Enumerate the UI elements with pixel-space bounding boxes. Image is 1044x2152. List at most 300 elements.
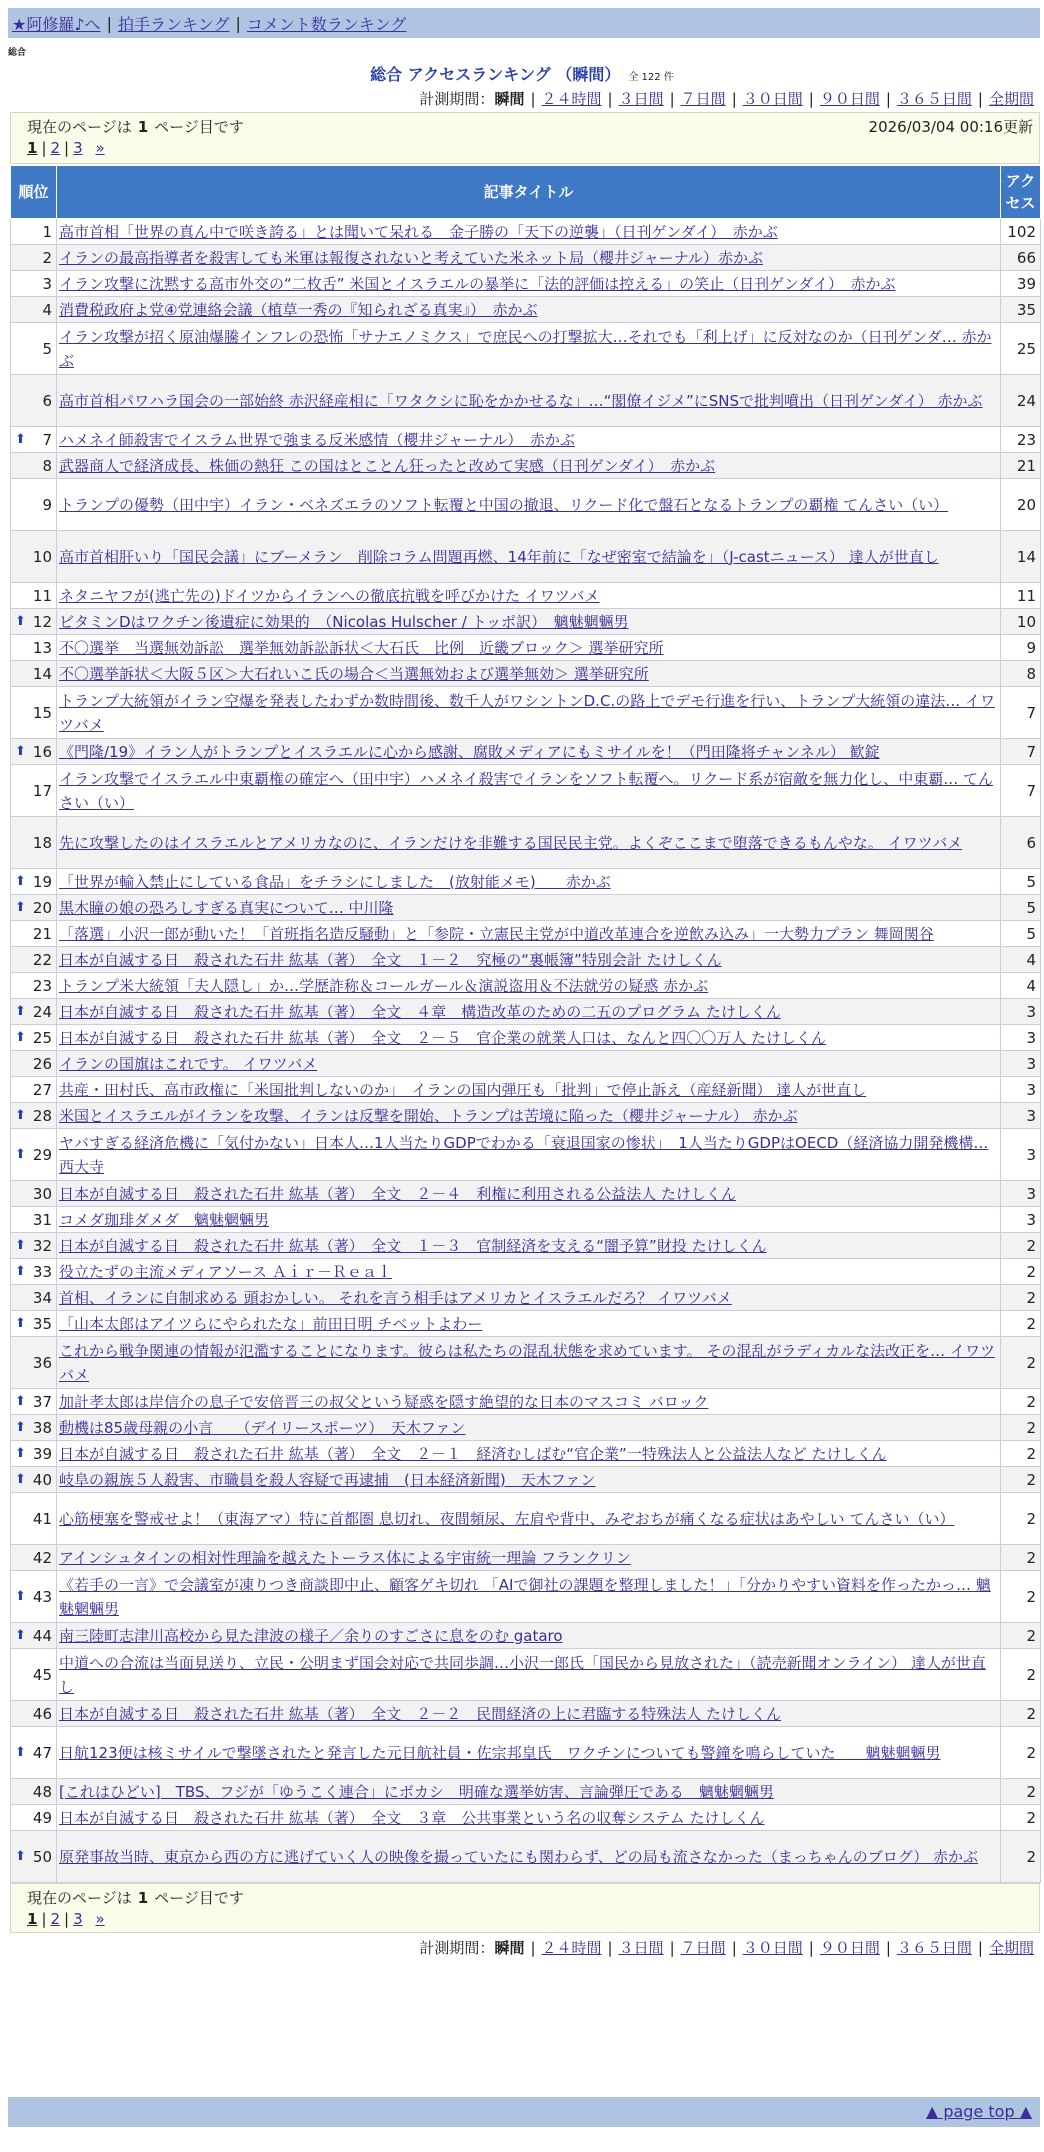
article-title-link[interactable]: 高市首相肝いり「国民会議」にブーメラン 削除コラム問題再燃、14年前に「なぜ密室で結論を」（J-castニュース） 達人が世直し [59,547,939,566]
access-count-cell: 14 [1001,531,1041,583]
rank-number: 15 [32,703,52,722]
title-cell [57,1103,1001,1129]
rank-number: 19 [32,872,52,891]
title-cell [57,297,1001,323]
rank-cell [11,765,57,817]
period-option-link[interactable]: ２４時間 [541,1939,602,1957]
article-title-link[interactable]: 動機は85歳母親の小言 （デイリースポーツ） 天木ファン [59,1418,466,1437]
rank-cell [11,1389,57,1415]
article-title-link[interactable]: 武器商人で経済成長、株価の熱狂 この国はとことん狂ったと改めて実感（日刊ゲンダイ） 赤かぶ [59,456,716,475]
period-separator: | [607,90,613,108]
rank-cell [11,1129,57,1181]
period-label: 計測期間： [419,1939,495,1957]
rank-cell [11,1779,57,1805]
title-cell [57,869,1001,895]
comment-ranking-link[interactable]: コメント数ランキング [246,14,407,34]
title-cell [57,375,1001,427]
article-title-link[interactable]: ハメネイ師殺害でイスラム世界で強まる反米感情（櫻井ジャーナル） 赤かぶ [59,430,575,449]
table-row [11,453,1041,479]
article-title-link[interactable]: 日本が自滅する日 殺された石井 紘基（著） 全文 ２－２ 民間経済の上に君臨する特殊法人 たけしくん [59,1704,782,1723]
period-separator: | [977,90,983,108]
article-title-link[interactable]: イラン攻撃に沈黙する高市外交の“二枚舌” 米国とイスラエルの暴挙に「法的評価は控える」の笑止（日刊ゲンダイ） 赤かぶ [59,274,896,293]
article-title-link[interactable]: トランプ米大統領「夫人隠し」か…学歴詐称＆コールガール＆演説盗用＆不法就労の疑惑 赤かぶ [59,976,709,995]
access-count-cell: 2 [1001,1311,1041,1337]
article-title-link[interactable]: 「世界が輸入禁止にしている食品」をチラシにしました (放射能メモ) 赤かぶ [59,872,611,891]
title-cell [57,1051,1001,1077]
pager-next[interactable]: » [95,1910,105,1928]
period-option-link[interactable]: ２４時間 [541,90,602,108]
access-count-cell: 3 [1001,1207,1041,1233]
rank-up-arrow-icon: ⬆ [15,1445,26,1461]
article-title-link[interactable]: 黒木瞳の娘の恐ろしすぎる真実について… 中川隆 [59,898,394,917]
title-cell [57,1389,1001,1415]
article-title-link[interactable]: コメダ珈琲ダメダ 魑魅魍魎男 [59,1210,270,1229]
rank-up-arrow-icon: ⬆ [15,613,26,629]
period-option-link[interactable]: ９０日間 [819,1939,880,1957]
rank-cell [11,869,57,895]
rank-number: 26 [32,1054,52,1073]
period-separator: | [885,90,891,108]
period-option-link[interactable]: ３０日間 [742,90,803,108]
rank-cell [11,999,57,1025]
table-row [11,1285,1041,1311]
table-row [11,947,1041,973]
access-count-cell: 2 [1001,1389,1041,1415]
rank-cell [11,1649,57,1701]
access-count-cell: 2 [1001,1337,1041,1389]
table-row [11,271,1041,297]
access-count-cell: 21 [1001,453,1041,479]
table-row [11,1207,1041,1233]
rank-cell [11,245,57,271]
title-cell [57,947,1001,973]
table-row [11,1077,1041,1103]
title-cell [57,453,1001,479]
rank-cell [11,297,57,323]
access-count-cell: 7 [1001,739,1041,765]
table-row [11,921,1041,947]
rank-number: 4 [42,300,52,319]
rank-cell [11,1077,57,1103]
title-cell [57,1831,1001,1883]
article-title-link[interactable]: 不〇選挙 当選無効訴訟 選挙無効訴訟訴状＜大石氏 比例 近畿ブロック＞ 選挙研究所 [59,638,664,657]
article-title-link[interactable]: 高市首相「世界の真ん中で咲き誇る」とは聞いて呆れる 金子勝の「天下の逆襲」（日刊ゲンダイ） 赤かぶ [59,222,778,241]
period-option-link[interactable]: 全期間 [988,1939,1034,1957]
rank-up-arrow-icon: ⬆ [15,1393,26,1409]
article-title-link[interactable]: 不〇選挙訴状＜大阪５区＞大石れいこ氏の場合＜当選無効および選挙無効＞ 選挙研究所 [59,664,649,683]
period-current: 瞬間 [494,90,525,108]
title-cell [57,609,1001,635]
rank-cell [11,921,57,947]
table-row [11,583,1041,609]
rank-cell [11,973,57,999]
page-text-after: ページ目です [154,118,244,136]
rank-number: 40 [32,1470,52,1489]
access-count-cell: 2 [1001,1493,1041,1545]
article-title-link[interactable]: 日本が自滅する日 殺された石井 紘基（著） 全文 １－２ 究極の“裏帳簿”特別会計 たけしくん [59,950,722,969]
rank-up-arrow-icon: ⬆ [15,743,26,759]
rank-cell [11,1467,57,1493]
rank-cell [11,271,57,297]
rank-cell [11,375,57,427]
table-row [11,1805,1041,1831]
genre-label: 総合 [8,48,27,58]
title-cell [57,1571,1001,1623]
rank-cell [11,1545,57,1571]
page-title [0,62,1044,85]
access-count-cell: 66 [1001,245,1041,271]
access-count-cell: 2 [1001,1441,1041,1467]
pager-bottom: 1 | 2 | 3 » [27,1910,105,1928]
table-row [11,999,1041,1025]
table-row [11,609,1041,635]
article-title-link[interactable]: アインシュタインの相対性理論を越えたトーラス体による宇宙統一理論 フランクリン [59,1548,631,1567]
rank-up-arrow-icon: ⬆ [15,899,26,915]
pager-current: 1 [27,1910,38,1928]
title-cell [57,1129,1001,1181]
title-cell [57,895,1001,921]
rank-number: 46 [32,1704,52,1723]
period-option-link[interactable]: ３日間 [618,1939,664,1957]
rank-number: 13 [32,638,52,657]
period-option-link[interactable]: ３６５日間 [896,1939,972,1957]
pager-page-3[interactable]: 3 [73,139,83,157]
access-count-cell: 2 [1001,1701,1041,1727]
rank-number: 33 [32,1262,52,1281]
title-cell [57,999,1001,1025]
period-option-link[interactable]: ７日間 [680,1939,726,1957]
table-row [11,323,1041,375]
access-count-cell: 4 [1001,973,1041,999]
rank-number: 5 [42,339,52,358]
rank-cell [11,323,57,375]
access-count-cell: 35 [1001,297,1041,323]
table-row [11,635,1041,661]
table-row [11,219,1041,245]
period-separator: | [607,1939,613,1957]
article-title-link[interactable]: 高市首相パワハラ国会の一部始終 赤沢経産相に「ワタクシに恥をかかせるな」…“閣僚イジメ”にSNSで批判噴出（日刊ゲンダイ） 赤かぶ [59,391,983,410]
article-title-link[interactable]: イラン攻撃でイスラエル中東覇権の確定へ（田中宇）ハメネイ殺害でイランをソフト転覆へ。リクード系が宿敵を無力化し、中東覇… てんさい（い） [59,769,994,812]
rank-up-arrow-icon: ⬆ [15,1627,26,1643]
table-row [11,1545,1041,1571]
table-row [11,297,1041,323]
access-count-cell: 25 [1001,323,1041,375]
table-row [11,1259,1041,1285]
article-title-link[interactable]: 中道への合流は当面見送り、立民・公明まず国会対応で共同歩調…小沢一郎氏「国民から見放された」（読売新聞オンライン） 達人が世直し [59,1653,986,1696]
period-option-link[interactable]: ９０日間 [819,90,880,108]
access-count-cell: 24 [1001,375,1041,427]
access-count-cell: 5 [1001,921,1041,947]
pager-page-3[interactable]: 3 [73,1910,83,1928]
rank-number: 37 [32,1392,52,1411]
table-row [11,895,1041,921]
period-selector-top [419,88,1034,109]
title-cell [57,1441,1001,1467]
rank-number: 48 [32,1782,52,1801]
rank-number: 17 [32,781,52,800]
rank-cell [11,1831,57,1883]
rank-number: 16 [32,742,52,761]
rank-cell [11,895,57,921]
table-row [11,1389,1041,1415]
rank-cell [11,1207,57,1233]
pager-page-2[interactable]: 2 [50,1910,61,1928]
title-cell [57,271,1001,297]
table-row [11,1103,1041,1129]
page-text-before: 現在のページは [27,118,132,136]
article-title-link[interactable]: 米国とイスラエルがイランを攻撃、イランは反撃を開始、トランプは苦境に陥った（櫻井ジャーナル） 赤かぶ [59,1106,798,1125]
article-title-link[interactable]: イランの国旗はこれです。 イワツバメ [59,1054,318,1073]
table-row [11,869,1041,895]
article-title-link[interactable]: 日本が自滅する日 殺された石井 紘基（著） 全文 ４章 構造改革のための二五のプログラム たけしくん [59,1002,781,1021]
article-title-link[interactable]: [これはひどい] TBS、フジが「ゆうこく連合」にボカシ 明確な選挙妨害、言論弾圧である 魑魅魍魎男 [59,1782,774,1801]
rank-cell [11,739,57,765]
rank-cell [11,1103,57,1129]
article-title-link[interactable]: 日本が自滅する日 殺された石井 紘基（著） 全文 ２－１ 経済むしばむ“官企業”一特殊法人と公益法人など たけしくん [59,1444,887,1463]
rank-cell [11,1051,57,1077]
rank-cell [11,453,57,479]
rank-up-arrow-icon: ⬆ [15,1848,26,1864]
rank-number: 8 [42,456,52,475]
updated-timestamp: 2026/03/04 00:16更新 [868,118,1033,136]
rank-number: 42 [32,1548,52,1567]
title-cell [57,1285,1001,1311]
rank-cell [11,661,57,687]
rank-up-arrow-icon: ⬆ [15,873,26,889]
rank-cell [11,1701,57,1727]
rank-cell [11,687,57,739]
article-title-link[interactable]: 《若手の一言》で会議室が凍りつき商談即中止、顧客ゲキ切れ 「AIで御社の課題を整理しました！」「分かりやすい資料を作ったかっ… 魑魅魍魎男 [59,1575,991,1618]
rank-number: 6 [42,391,52,410]
rank-cell [11,1623,57,1649]
title-cell [57,661,1001,687]
rank-up-arrow-icon: ⬆ [15,1471,26,1487]
rank-number: 47 [32,1743,52,1762]
article-title-link[interactable]: 「山本太郎はアイツらにやられたな」前田日明 チベットよわー [59,1314,483,1333]
rank-number: 12 [32,612,52,631]
period-selector-bottom [419,1937,1034,1958]
access-count-cell: 8 [1001,661,1041,687]
pager-top: 1 | 2 | 3 » [27,139,105,157]
access-count-cell: 2 [1001,1415,1041,1441]
access-count-cell: 3 [1001,1025,1041,1051]
rank-number: 2 [42,248,52,267]
rank-cell [11,1025,57,1051]
rank-number: 11 [32,586,52,605]
rank-cell [11,1493,57,1545]
article-title-link[interactable]: ビタミンDはワクチン後遺症に効果的 （Nicolas Hulscher / トッポ訳） 魑魅魍魎男 [59,612,629,631]
rank-number: 7 [42,430,52,449]
rank-cell [11,427,57,453]
table-row [11,1129,1041,1181]
title-cell [57,1233,1001,1259]
article-title-link[interactable]: トランプ大統領がイラン空爆を発表したわずか数時間後、数千人がワシントンD.C.の路上でデモ行進を行い、トランプ大統領の違法… イワツバメ [59,691,995,734]
current-page-text [27,116,244,137]
table-row [11,1493,1041,1545]
access-count-cell: 3 [1001,1181,1041,1207]
access-count-cell: 2 [1001,1727,1041,1779]
title-cell [57,973,1001,999]
article-title-link[interactable]: 役立たずの主流メディアソース Ａｉｒ－Ｒｅａｌ [59,1262,392,1281]
access-count-cell: 2 [1001,1779,1041,1805]
article-title-link[interactable]: 日本が自滅する日 殺された石井 紘基（著） 全文 ２－４ 利権に利用される公益法人 たけしくん [59,1184,737,1203]
period-option-link[interactable]: ３日間 [618,90,664,108]
period-option-link[interactable]: ３０日間 [742,1939,803,1957]
page-number: 1 [137,118,149,136]
access-count-cell: 23 [1001,427,1041,453]
rank-number: 20 [32,898,52,917]
access-count-cell: 102 [1001,219,1041,245]
rank-number: 29 [32,1145,52,1164]
rank-cell [11,1181,57,1207]
rank-cell [11,479,57,531]
table-row [11,1051,1041,1077]
article-title-link[interactable]: 消費税政府よ党④党連絡会議（植草一秀の『知られざる真実』） 赤かぶ [59,300,538,319]
article-title-link[interactable]: 心筋梗塞を警戒せよ！（東海アマ）特に首都圏 息切れ、夜間頻尿、左肩や背中、みぞおちが痛くなる症状はあやしい てんさい（い） [59,1509,955,1528]
period-separator: | [669,90,675,108]
table-row [11,765,1041,817]
article-title-link[interactable]: トランプの優勢（田中宇）イラン・ベネズエラのソフト転覆と中国の撤退、リクード化で盤石となるトランプの覇権 てんさい（い） [59,495,949,514]
table-row [11,375,1041,427]
rank-number: 27 [32,1080,52,1099]
rank-cell [11,1415,57,1441]
page-text-after: ページ目です [154,1889,244,1907]
access-count-cell: 2 [1001,1545,1041,1571]
pager-page-2[interactable]: 2 [50,139,61,157]
title-cell [57,687,1001,739]
period-separator: | [731,1939,737,1957]
rank-cell [11,1727,57,1779]
rank-number: 43 [32,1587,52,1606]
table-row [11,479,1041,531]
title-cell [57,583,1001,609]
rank-number: 21 [32,924,52,943]
title-cell [57,1623,1001,1649]
period-option-link[interactable]: ３６５日間 [896,90,972,108]
article-title-link[interactable]: 《門隆/19》イラン人がトランプとイスラエルに心から感謝、腐敗メディアにもミサイルを！（門田隆将チャンネル） 歓錠 [59,742,880,761]
table-row [11,1779,1041,1805]
article-title-link[interactable]: 日本が自滅する日 殺された石井 紘基（著） 全文 ３章 公共事業という名の収奪システム たけしくん [59,1808,765,1827]
rank-cell [11,1571,57,1623]
article-title-link[interactable]: 原発事故当時、東京から西の方に逃げていく人の映像を撮っていたにも関わらず、どの局も流さなかった（まっちゃんのブログ） 赤かぶ [59,1847,979,1866]
status-panel-bottom [10,1883,1040,1933]
period-label: 計測期間： [419,90,495,108]
article-title-link[interactable]: 日本が自滅する日 殺された石井 紘基（著） 全文 ２－５ 官企業の就業人口は、なんと四〇〇万人 たけしくん [59,1028,827,1047]
title-cell [57,1701,1001,1727]
rank-number: 22 [32,950,52,969]
article-title-link[interactable]: イランの最高指導者を殺害しても米軍は報復されないと考えていた米ネット局（櫻井ジャーナル）赤かぶ [59,248,763,267]
article-title-link[interactable]: 岐阜の親族５人殺害、市職員を殺人容疑で再逮捕 (日本経済新聞) 天木ファン [59,1470,596,1489]
article-title-link[interactable]: 首相、イランに自制求める 頭おかしい。 それを言う相手はアメリカとイスラエルだろ？ イワツバメ [59,1288,732,1307]
access-count-cell: 5 [1001,869,1041,895]
rank-cell [11,817,57,869]
rank-cell [11,1233,57,1259]
access-count-cell: 7 [1001,765,1041,817]
article-title-link[interactable]: 日航123便は核ミサイルで撃墜されたと発言した元日航社員・佐宗邦皇氏 ワクチンについても警鐘を鳴らしていた 魑魅魍魎男 [59,1743,941,1762]
article-title-link[interactable]: ネタニヤフが(逃亡先の)ドイツからイランへの徹底抗戦を呼びかけた イワツバメ [59,586,600,605]
pager-current: 1 [27,139,38,157]
rank-cell [11,1285,57,1311]
page-top-link[interactable]: ▲ page top ▲ [925,2102,1032,2121]
rank-cell [11,1441,57,1467]
rank-up-arrow-icon: ⬆ [15,1263,26,1279]
title-cell [57,635,1001,661]
access-count-cell: 3 [1001,1077,1041,1103]
article-title-link[interactable]: イラン攻撃が招く原油爆騰インフレの恐怖「サナエノミクス」で庶民への打撃拡大…それでも「利上げ」に反対なのか（日刊ゲンダ… 赤かぶ [59,327,992,370]
access-count-cell: 4 [1001,947,1041,973]
period-option-link[interactable]: 全期間 [988,90,1034,108]
rank-up-arrow-icon: ⬆ [15,1744,26,1760]
rank-cell [11,531,57,583]
rank-number: 38 [32,1418,52,1437]
table-row [11,245,1041,271]
access-count-cell: 2 [1001,1285,1041,1311]
article-title-link[interactable]: 加計孝太郎は岸信介の息子で安倍晋三の叔父という疑惑を隠す絶望的な日本のマスコミ バロック [59,1392,709,1411]
table-row [11,739,1041,765]
rank-number: 36 [32,1353,52,1372]
title-cell [57,531,1001,583]
rank-number: 31 [32,1210,52,1229]
article-title-link[interactable]: これから戦争関連の情報が氾濫することになります。彼らは私たちの混乱状態を求めています。 その混乱がラディカルな法改正を… イワツバメ [59,1341,995,1384]
access-count-cell: 2 [1001,1233,1041,1259]
title-cell [57,427,1001,453]
table-row [11,661,1041,687]
access-count-cell: 3 [1001,1051,1041,1077]
table-row [11,1025,1041,1051]
rank-number: 10 [32,547,52,566]
table-row [11,687,1041,739]
title-cell [57,219,1001,245]
access-count-cell: 2 [1001,1649,1041,1701]
table-row [11,1571,1041,1623]
access-count-cell: 3 [1001,999,1041,1025]
article-title-link[interactable]: 先に攻撃したのはイスラエルとアメリカなのに、イランだけを非難する国民民主党。よくぞここまで堕落できるもんやな。 イワツバメ [59,833,963,852]
header-title: 記事タイトル [57,166,1001,219]
asyura-home-link[interactable]: ★阿修羅♪へ [12,14,101,34]
article-title-link[interactable]: 日本が自滅する日 殺された石井 紘基（著） 全文 １－３ 官制経済を支える“闇予算”財投 たけしくん [59,1236,767,1255]
access-count-cell: 10 [1001,609,1041,635]
page-number: 1 [137,1889,149,1907]
title-cell [57,245,1001,271]
title-cell [57,817,1001,869]
article-title-link[interactable]: 南三陸町志津川高校から見た津波の様子／余りのすごさに息をのむ gataro [59,1626,563,1645]
table-header-row [11,166,1041,219]
article-title-link[interactable]: 共産・田村氏、高市政権に「米国批判しないのか」 イランの国内弾圧も「批判」で停止訴え（産経新聞） 達人が世直し [59,1080,867,1099]
rank-up-arrow-icon: ⬆ [15,1107,26,1123]
total-count: 全 122 件 [628,72,674,83]
rank-number: 18 [32,833,52,852]
access-count-cell: 2 [1001,1805,1041,1831]
rank-number: 28 [32,1106,52,1125]
article-title-link[interactable]: 「落選」小沢一郎が動いた！「首班指名造反騒動」と「参院・立憲民主党が中道改革連合を逆飲み込み」一大勢力プラン 舞岡関谷 [59,924,934,943]
table-row [11,1337,1041,1389]
rank-up-arrow-icon: ⬆ [15,1003,26,1019]
rank-up-arrow-icon: ⬆ [15,1315,26,1331]
rank-number: 32 [32,1236,52,1255]
title-cell [57,1077,1001,1103]
table-row [11,1441,1041,1467]
pager-next[interactable]: » [95,139,105,157]
access-count-cell: 2 [1001,1623,1041,1649]
header-rank: 順位 [11,166,57,219]
title-cell [57,1779,1001,1805]
period-option-link[interactable]: ７日間 [680,90,726,108]
title-cell [57,1415,1001,1441]
rank-up-arrow-icon: ⬆ [15,1237,26,1253]
article-title-link[interactable]: ヤバすぎる経済危機に「気付かない」日本人…1人当たりGDPでわかる「衰退国家の惨状」 1人当たりGDPはOECD（経済協力開発機構… 西大寺 [59,1133,989,1176]
applause-ranking-link[interactable]: 拍手ランキング [117,14,230,34]
table-row [11,1701,1041,1727]
